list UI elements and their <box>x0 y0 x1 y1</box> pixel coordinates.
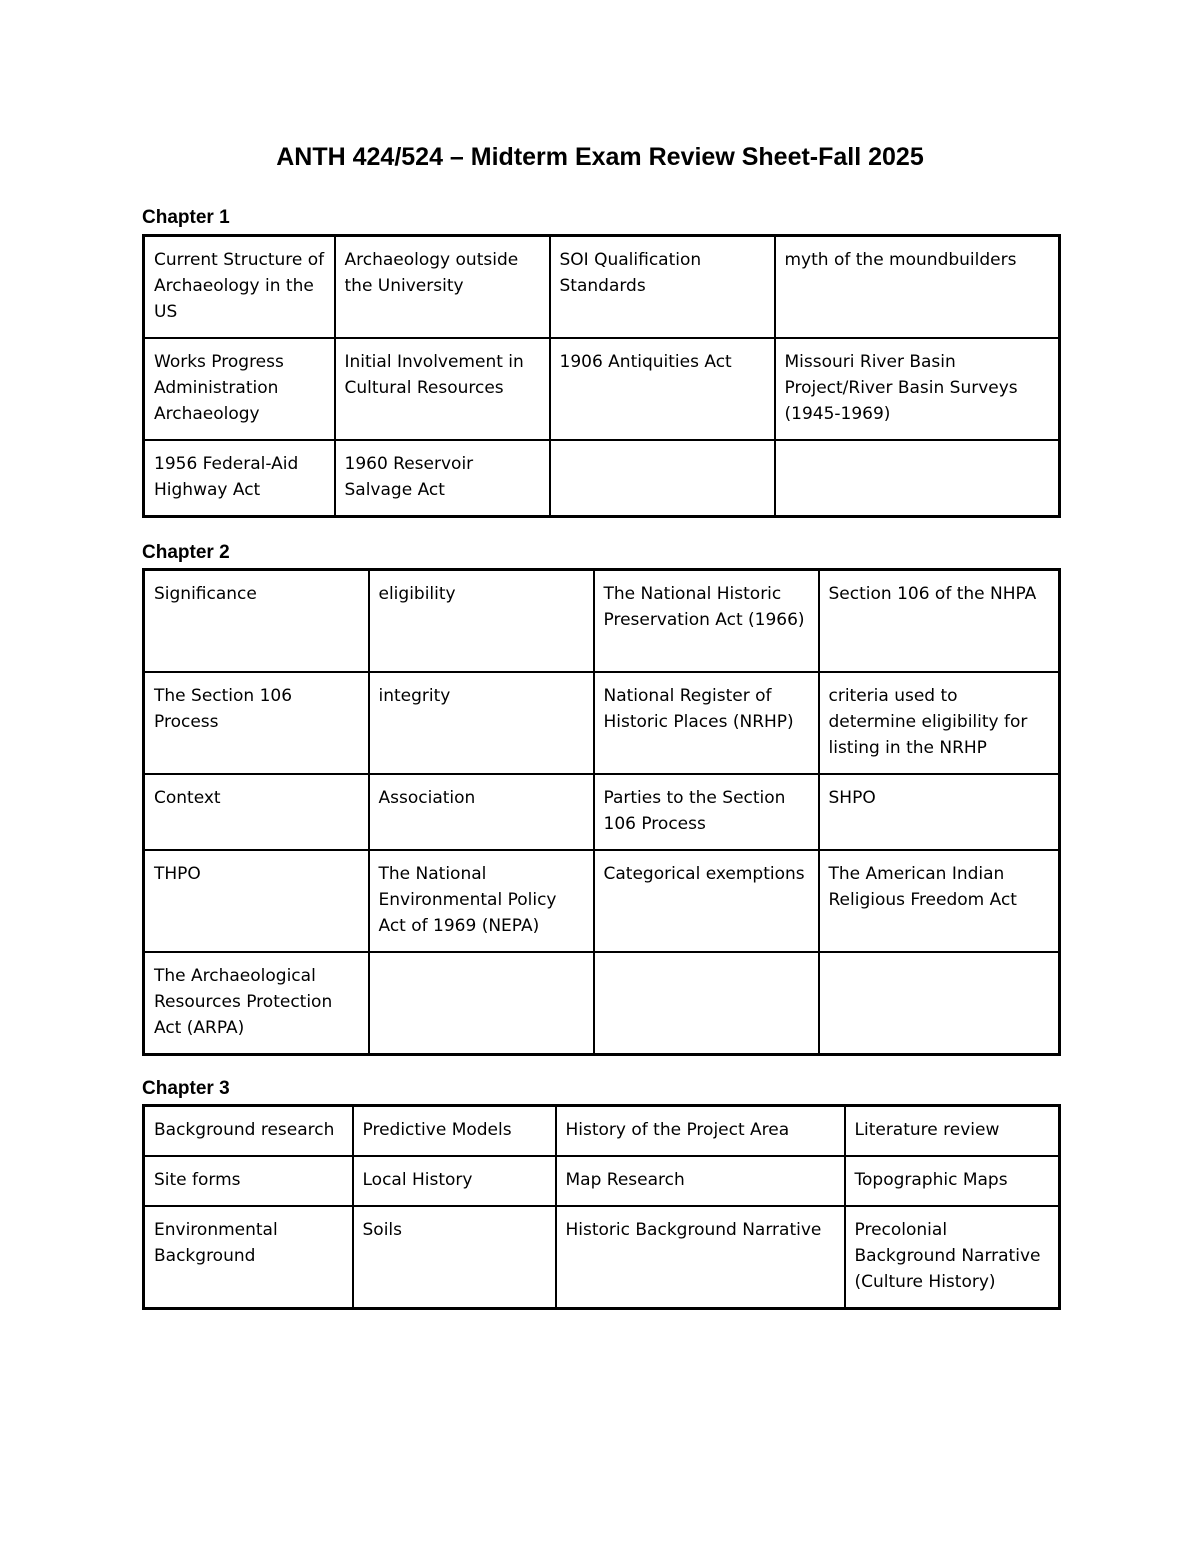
chapter-1-heading: Chapter 1 <box>142 207 230 228</box>
table-cell: Map Research <box>556 1156 845 1206</box>
table-cell: THPO <box>144 850 369 952</box>
table-cell: myth of the moundbuilders <box>775 236 1060 339</box>
table-cell <box>594 952 819 1055</box>
table-cell <box>550 440 775 517</box>
table-cell: Association <box>369 774 594 850</box>
chapter-2-table <box>142 568 1061 1056</box>
table-cell: Topographic Maps <box>845 1156 1060 1206</box>
table-cell: The Archaeological Resources Protection Act (ARPA) <box>144 952 369 1055</box>
table-cell: Significance <box>144 570 369 673</box>
table-cell: criteria used to determine eligibility for listing in the NRHP <box>819 672 1060 774</box>
table-cell: Site forms <box>144 1156 353 1206</box>
table-cell: Categorical exemptions <box>594 850 819 952</box>
table-cell <box>369 952 594 1055</box>
table-cell: Environmental Background <box>144 1206 353 1309</box>
table-cell: Parties to the Section 106 Process <box>594 774 819 850</box>
table-cell: The National Environmental Policy Act of 1969 (NEPA) <box>369 850 594 952</box>
table-cell: Soils <box>353 1206 556 1309</box>
table-cell: SHPO <box>819 774 1060 850</box>
table-row <box>144 1106 1060 1157</box>
table-cell: integrity <box>369 672 594 774</box>
table-cell: Initial Involvement in Cultural Resources <box>335 338 550 440</box>
table-cell <box>775 440 1060 517</box>
table-cell: Predictive Models <box>353 1106 556 1157</box>
table-cell: 1956 Federal-Aid Highway Act <box>144 440 335 517</box>
table-row <box>144 672 1060 774</box>
table-cell: Archaeology outside the University <box>335 236 550 339</box>
table-cell: Literature review <box>845 1106 1060 1157</box>
table-cell: Works Progress Administration Archaeology <box>144 338 335 440</box>
table-cell: Precolonial Background Narrative (Culture History) <box>845 1206 1060 1309</box>
table-cell <box>819 952 1060 1055</box>
table-cell: National Register of Historic Places (NRHP) <box>594 672 819 774</box>
table-cell: The Section 106 Process <box>144 672 369 774</box>
table-row <box>144 774 1060 850</box>
chapter-3-table <box>142 1104 1061 1310</box>
table-cell: Local History <box>353 1156 556 1206</box>
table-row <box>144 1156 1060 1206</box>
chapter-3-heading: Chapter 3 <box>142 1078 230 1099</box>
table-row <box>144 338 1060 440</box>
table-row <box>144 952 1060 1055</box>
document-title: ANTH 424/524 – Midterm Exam Review Sheet-Fall 2025 <box>276 143 924 171</box>
table-cell: 1906 Antiquities Act <box>550 338 775 440</box>
table-cell: 1960 Reservoir Salvage Act <box>335 440 550 517</box>
table-row <box>144 440 1060 517</box>
chapter-1-table <box>142 234 1061 518</box>
table-cell: The American Indian Religious Freedom Act <box>819 850 1060 952</box>
table-cell: Background research <box>144 1106 353 1157</box>
table-cell: The National Historic Preservation Act (1966) <box>594 570 819 673</box>
table-cell: History of the Project Area <box>556 1106 845 1157</box>
table-row <box>144 570 1060 673</box>
table-cell: eligibility <box>369 570 594 673</box>
table-cell: Historic Background Narrative <box>556 1206 845 1309</box>
table-row <box>144 850 1060 952</box>
table-cell: SOI Qualification Standards <box>550 236 775 339</box>
table-row <box>144 1206 1060 1309</box>
table-cell: Section 106 of the NHPA <box>819 570 1060 673</box>
table-cell: Context <box>144 774 369 850</box>
table-cell: Missouri River Basin Project/River Basin Surveys (1945-1969) <box>775 338 1060 440</box>
table-cell: Current Structure of Archaeology in the US <box>144 236 335 339</box>
chapter-2-heading: Chapter 2 <box>142 542 230 563</box>
table-row <box>144 236 1060 339</box>
